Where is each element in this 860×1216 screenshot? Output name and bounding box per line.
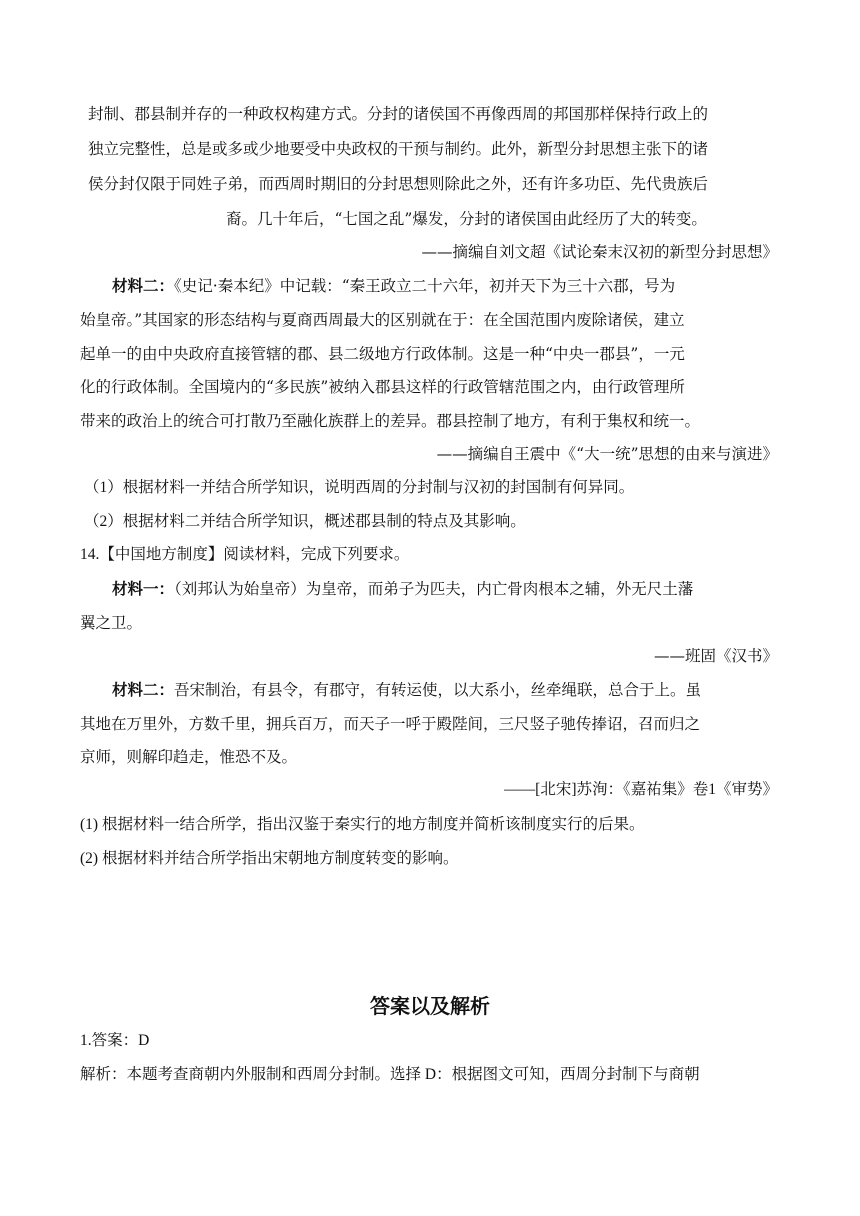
q13-material2-line-3: 起单一的由中央政府直接管辖的郡、县二级地方行政体制。这是一种“中央一郡县”，一元 [80,345,685,363]
material1-line-1: 封制、郡县制并存的一种政权构建方式。分封的诸侯国不再像西周的邦国那样保持行政上的 [88,105,709,123]
q14-header: 14.【中国地方制度】阅读材料，完成下列要求。 [80,546,410,563]
answer-1-explanation: 解析：本题考查商朝内外服制和西周分封制。选择 D：根据图文可知，西周分封制下与商朝 [80,1066,700,1083]
q13-material2-label: 材料二： [112,276,175,295]
q14-material2-line-3: 京师，则解印趋走，惟恐不及。 [80,748,298,766]
q14-material1-source: ——班固《汉书》 [653,647,778,665]
q14-material2-source: ——[北宋]苏洵：《嘉祐集》卷1《审势》 [504,781,778,798]
q14-material1-line-2: 翼之卫。 [80,614,143,632]
q14-material1-text-1: （刘邦认为始皇帝）为皇帝，而弟子为匹夫，内亡骨肉根本之辅，外无尺土藩 [174,580,694,598]
q13-material2-line-5: 带来的政治上的统合可打散乃至融化族群上的差异。郡县控制了地方，有利于集权和统一。 [80,412,701,430]
answers-title: 答案以及解析 [370,994,490,1018]
q13-question-1: （1）根据材料一并结合所学知识，说明西周的分封制与汉初的封国制有何异同。 [84,479,635,496]
q14-material2-text-1: 吾宋制治，有县令，有郡守，有转运使，以大系小，丝牵绳联，总合于上。虽 [174,681,702,699]
q14-question-1: (1) 根据材料一结合所学，指出汉鉴于秦实行的地方制度并简析该制度实行的后果。 [80,816,645,833]
material1-line-4: 裔。几十年后，“七国之乱”爆发，分封的诸侯国由此经历了大的转变。 [226,210,707,228]
answer-1: 1.答案：D [80,1032,150,1049]
q14-material2-line-2: 其地在万里外，方数千里，拥兵百万，而天子一呼于殿陛间，三尺竖子驰传捧诏，召而归之 [80,715,701,733]
q14-material1-label: 材料一： [112,579,175,598]
q13-question-2: （2）根据材料二并结合所学知识，概述郡县制的特点及其影响。 [84,513,526,530]
material1-line-3: 侯分封仅限于同姓子弟，而西周时期旧的分封思想则除此之外，还有许多功臣、先代贵族后 [88,175,709,193]
q14-question-2: (2) 根据材料并结合所学指出宋朝地方制度转变的影响。 [80,850,459,867]
q13-material2-line-1 [112,275,675,297]
material1-source: ——摘编自刘文超《试论秦末汉初的新型分封思想》 [421,243,778,261]
q13-material2-line-4: 化的行政体制。全国境内的“多民族”被纳入郡县这样的行政管辖范围之内，由行政管理所 [80,378,685,396]
q14-material1-line-1 [112,578,693,600]
q13-material2-source: ——摘编自王震中《“大一统”思想的由来与演进》 [436,445,778,463]
q13-material2-line-2: 始皇帝。”其国家的形态结构与夏商西周最大的区别就在于：在全国范围内废除诸侯，建立 [80,311,685,329]
q14-material2-line-1 [112,679,701,701]
q14-material2-label: 材料二： [112,680,175,699]
material1-line-2: 独立完整性，总是或多或少地要受中央政权的干预与制约。此外，新型分封思想主张下的诸 [88,140,709,158]
q13-material2-text-1: 《史记·秦本纪》中记载：“秦王政立二十六年，初并天下为三十六郡，号为 [174,277,676,295]
